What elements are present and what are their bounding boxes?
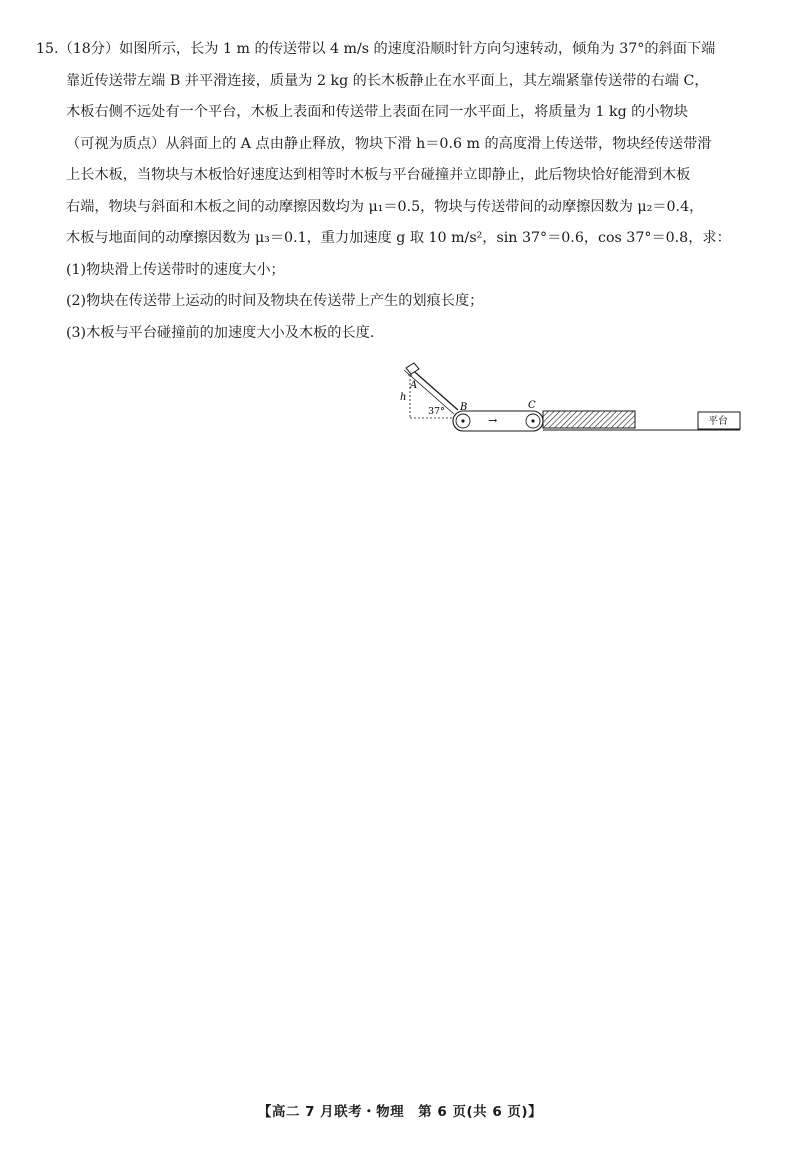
long-board: [543, 411, 635, 428]
label-a: A: [410, 380, 418, 391]
sub-question-3: (3)木板与平台碰撞前的加速度大小及木板的长度.: [66, 324, 375, 341]
question-line-7: 木板与地面间的动摩擦因数为 μ₃＝0.1，重力加速度 g 取 10 m/s²，sin 37°＝0.6，cos 37°＝0.8，求：: [66, 230, 731, 246]
question-line-4: （可视为质点）从斜面上的 A 点由静止释放，物块下滑 h＝0.6 m 的高度滑上传送带，物块经传送带滑: [66, 135, 712, 152]
question-line-5: 上长木板，当物块与木板恰好速度达到相等时木板与平台碰撞并立即静止，此后物块恰好能滑到木板: [66, 167, 691, 183]
conveyor-belt: [453, 411, 543, 431]
label-c: C: [528, 400, 536, 411]
question-15: [36, 34, 766, 349]
physics-diagram: [388, 362, 748, 442]
page-footer: 【高二 7 月联考・物理 第 6 页(共 6 页)】: [257, 1104, 543, 1120]
block-a: [406, 363, 419, 374]
question-line-2: 靠近传送带左端 B 并平滑连接，质量为 2 kg 的长木板静止在水平面上，其左端紧靠传送带的右端 C，: [66, 72, 709, 89]
sub-question-1: (1)物块滑上传送带时的速度大小；: [66, 261, 285, 278]
label-h: h: [400, 392, 407, 403]
question-line-3: 木板右侧不远处有一个平台，木板上表面和传送带上表面在同一水平面上，将质量为 1 kg 的小物块: [66, 104, 688, 120]
label-platform: 平台: [708, 416, 728, 427]
sub-question-2: (2)物块在传送带上运动的时间及物块在传送带上产生的划痕长度；: [66, 293, 484, 309]
question-line-6: 右端，物块与斜面和木板之间的动摩擦因数均为 μ₁＝0.5，物块与传送带间的动摩擦因数为 μ₂＝0.4，: [66, 198, 704, 215]
question-line-1: 15.（18分）如图所示，长为 1 m 的传送带以 4 m/s 的速度沿顺时针方向匀速转动，倾角为 37°的斜面下端: [36, 41, 716, 57]
belt-direction-arrow: →: [488, 414, 498, 427]
label-angle: 37°: [428, 406, 445, 417]
label-b: B: [460, 402, 468, 413]
